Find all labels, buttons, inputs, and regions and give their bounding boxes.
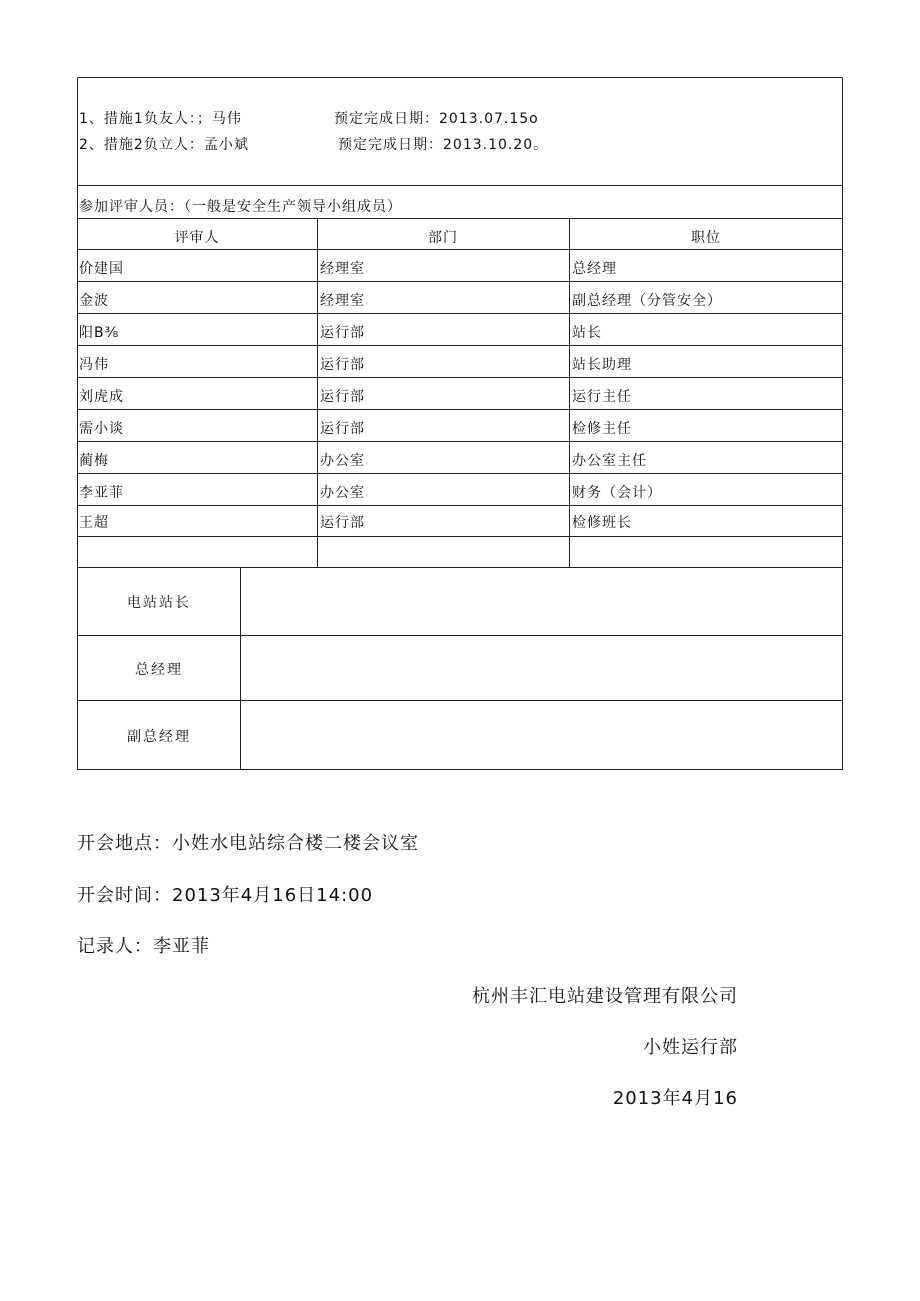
table-cell-department: 运行部 [320, 389, 365, 405]
table-cell-department: 运行部 [320, 421, 365, 437]
divider [77, 700, 843, 701]
divider [77, 281, 843, 282]
table-cell-reviewer: 金波 [79, 293, 109, 309]
table-cell-position: 检修班长 [572, 515, 632, 531]
column-divider [317, 218, 318, 567]
signature-label-general-manager: 总经理 [135, 662, 183, 678]
divider [77, 536, 843, 537]
column-header-reviewer: 评审人 [174, 230, 220, 246]
table-cell-reviewer: 刘虎成 [79, 389, 124, 405]
signature-label-deputy-general-manager: 副总经理 [127, 729, 191, 745]
table-cell-reviewer: 价建国 [79, 261, 124, 277]
table-cell-department: 经理室 [320, 261, 365, 277]
table-cell-reviewer: 王超 [79, 515, 109, 531]
divider [77, 473, 843, 474]
measure-2-owner: 2、措施2负立人：孟小斌 [79, 137, 249, 153]
measure-1-due-date: 预定完成日期：2013.07.15o [334, 111, 539, 127]
divider [77, 185, 843, 186]
divider [77, 345, 843, 346]
table-cell-department: 运行部 [320, 325, 365, 341]
measure-2-due-date: 预定完成日期：2013.10.20。 [338, 137, 549, 153]
table-cell-position: 站长助理 [572, 357, 632, 373]
table-cell-department: 运行部 [320, 357, 365, 373]
meeting-location: 开会地点：小姓水电站综合楼二楼会议室 [77, 833, 419, 854]
table-cell-department: 办公室 [320, 453, 365, 469]
meeting-time: 开会时间：2013年4月16日14:00 [77, 885, 374, 906]
table-cell-position: 运行主任 [572, 389, 632, 405]
table-cell-reviewer: 需小谈 [79, 421, 124, 437]
table-cell-department: 经理室 [320, 293, 365, 309]
table-cell-reviewer: 冯伟 [79, 357, 109, 373]
document-date: 2013年4月16 [612, 1088, 738, 1109]
divider [77, 377, 843, 378]
divider [77, 505, 843, 506]
table-cell-position: 总经理 [572, 261, 617, 277]
divider [77, 313, 843, 314]
divider [77, 218, 843, 219]
meeting-recorder: 记录人：李亚菲 [77, 936, 210, 957]
divider [77, 249, 843, 250]
column-header-position: 职位 [691, 230, 721, 246]
participants-title: 参加评审人员：（一般是安全生产领导小组成员） [79, 199, 402, 215]
divider [77, 441, 843, 442]
column-divider [569, 218, 570, 567]
company-name: 杭州丰汇电站建设管理有限公司 [472, 986, 738, 1007]
signature-label-station-master: 电站站长 [127, 595, 191, 611]
column-header-department: 部门 [428, 230, 458, 246]
table-cell-reviewer: 蔺梅 [79, 453, 109, 469]
table-cell-position: 副总经理（分管安全） [572, 293, 722, 309]
divider [77, 635, 843, 636]
table-cell-position: 检修主任 [572, 421, 632, 437]
table-cell-position: 办公室主任 [572, 453, 647, 469]
table-cell-department: 办公室 [320, 485, 365, 501]
table-cell-position: 财务（会计） [572, 485, 662, 501]
table-cell-position: 站长 [572, 325, 602, 341]
divider [77, 409, 843, 410]
table-cell-reviewer: 李亚菲 [79, 485, 124, 501]
divider [77, 567, 843, 568]
measure-1-owner: 1、措施1负友人：；马伟 [79, 111, 242, 127]
table-cell-reviewer: 阳B⅜ [79, 325, 120, 341]
department-name: 小姓运行部 [643, 1037, 738, 1058]
table-cell-department: 运行部 [320, 515, 365, 531]
